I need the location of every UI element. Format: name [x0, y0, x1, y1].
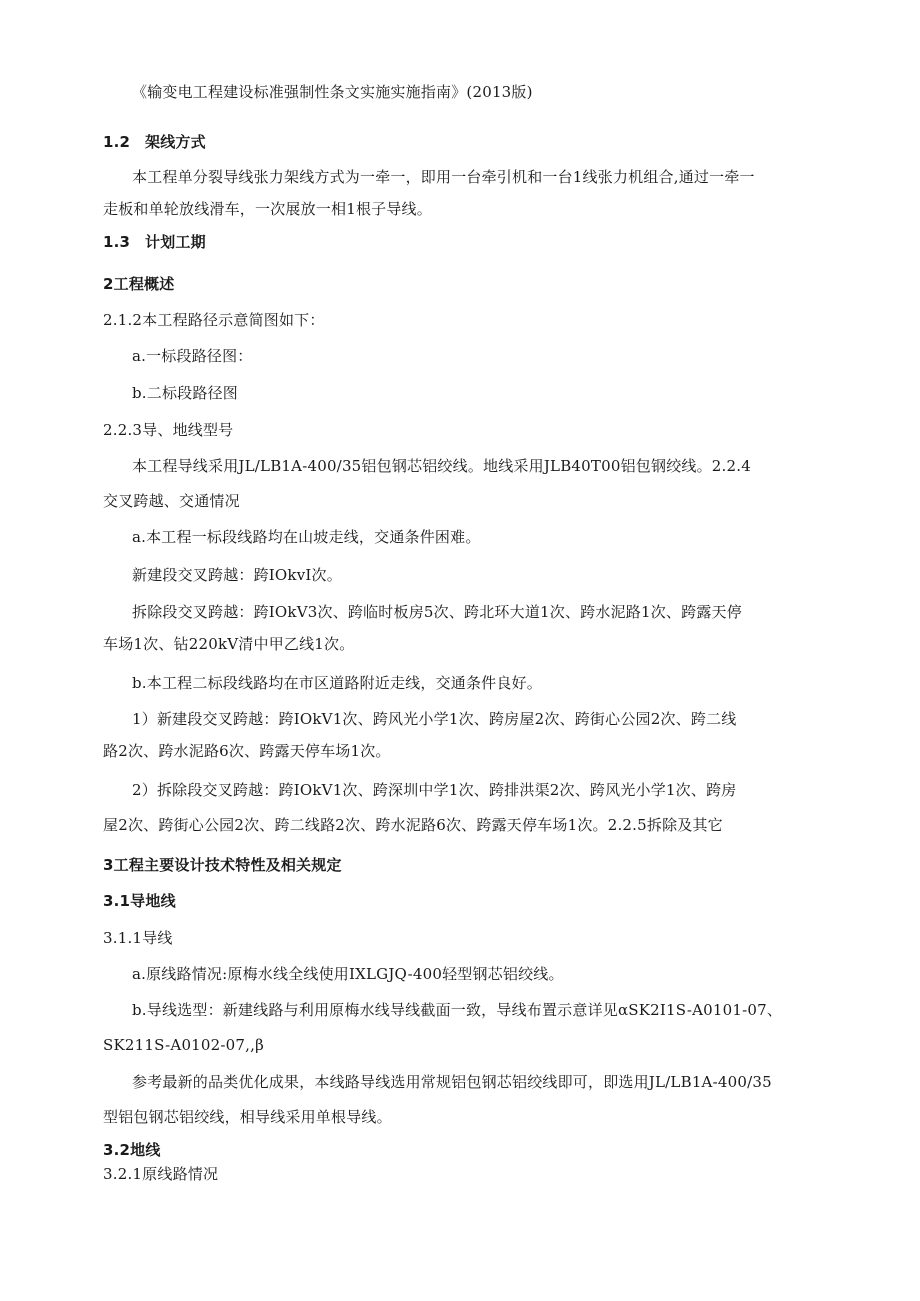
paragraph-line: 参考最新的品类优化成果，本线路导线选用常规铝包钢芯铝绞线即可，即选用JL/LB1A-400/35 — [132, 1073, 772, 1091]
item-3-1-1: 3.1.1导线 — [103, 929, 173, 947]
paragraph-line: 新建段交叉跨越：跨IOkvI次。 — [132, 566, 342, 584]
item-3-2-1: 3.2.1原线路情况 — [103, 1165, 219, 1183]
item-2-1-2: 2.1.2本工程路径示意简图如下： — [103, 311, 325, 329]
paragraph-line: 车场1次、钻220kV清中甲乙线1次。 — [103, 635, 355, 653]
paragraph-line: a.原线路情况:原梅水线全线使用IXLGJQ-400轻型钢芯铝绞线。 — [132, 965, 564, 983]
section-3-1-heading: 3.1导地线 — [103, 892, 176, 910]
paragraph-line: 本工程单分裂导线张力架线方式为一牵一，即用一台牵引机和一台1线张力机组合,通过一牵一 — [132, 168, 755, 186]
paragraph-line: 拆除段交叉跨越：跨IOkV3次、跨临时板房5次、跨北环大道1次、跨水泥路1次、跨露天停 — [132, 603, 742, 621]
intro-text: 《输变电工程建设标准强制性条文实施实施指南》(2013版) — [132, 83, 533, 101]
paragraph-line: 2）拆除段交叉跨越：跨IOkV1次、跨深圳中学1次、跨排洪渠2次、跨风光小学1次、跨房 — [132, 781, 737, 799]
paragraph-line: 走板和单轮放线滑车，一次展放一相1根子导线。 — [103, 200, 432, 218]
paragraph-line: b.导线选型：新建线路与利用原梅水线导线截面一致，导线布置示意详见αSK2I1S-A0101-07、 — [132, 1001, 783, 1019]
section-3-heading: 3工程主要设计技术特性及相关规定 — [103, 856, 342, 874]
section-1-2-heading — [103, 132, 206, 152]
paragraph-line: 屋2次、跨街心公园2次、跨二线路2次、跨水泥路6次、跨露天停车场1次。2.2.5拆除及其它 — [103, 816, 723, 834]
item-2-2-3: 2.2.3导、地线型号 — [103, 421, 234, 439]
section-1-3-title: 计划工期 — [145, 233, 206, 251]
paragraph-line: 型铝包钢芯铝绞线，相导线采用单根导线。 — [103, 1108, 392, 1126]
section-1-3-heading — [103, 232, 206, 252]
paragraph-line: b.本工程二标段线路均在市区道路附近走线，交通条件良好。 — [132, 674, 542, 692]
paragraph-line: 路2次、跨水泥路6次、跨露天停车场1次。 — [103, 742, 391, 760]
paragraph-line: a.本工程一标段线路均在山坡走线，交通条件困难。 — [132, 528, 481, 546]
paragraph-line: 交叉跨越、交通情况 — [103, 492, 240, 510]
paragraph-line: 1）新建段交叉跨越：跨IOkV1次、跨风光小学1次、跨房屋2次、跨街心公园2次、跨二线 — [132, 710, 737, 728]
section-3-2-heading: 3.2地线 — [103, 1141, 161, 1159]
section-2-heading: 2工程概述 — [103, 275, 175, 293]
paragraph-line: 本工程导线采用JL/LB1A-400/35铝包钢芯铝绞线。地线采用JLB40T00铝包钢绞线。2.2.4 — [132, 457, 751, 475]
item-route-a: a.一标段路径图： — [132, 347, 253, 365]
section-1-2-title: 架线方式 — [145, 133, 206, 151]
section-1-3-number: 1.3 — [103, 233, 131, 251]
paragraph-line: SK211S-A0102-07,,β — [103, 1036, 264, 1054]
section-1-2-number: 1.2 — [103, 133, 131, 151]
item-route-b: b.二标段路径图 — [132, 384, 238, 402]
